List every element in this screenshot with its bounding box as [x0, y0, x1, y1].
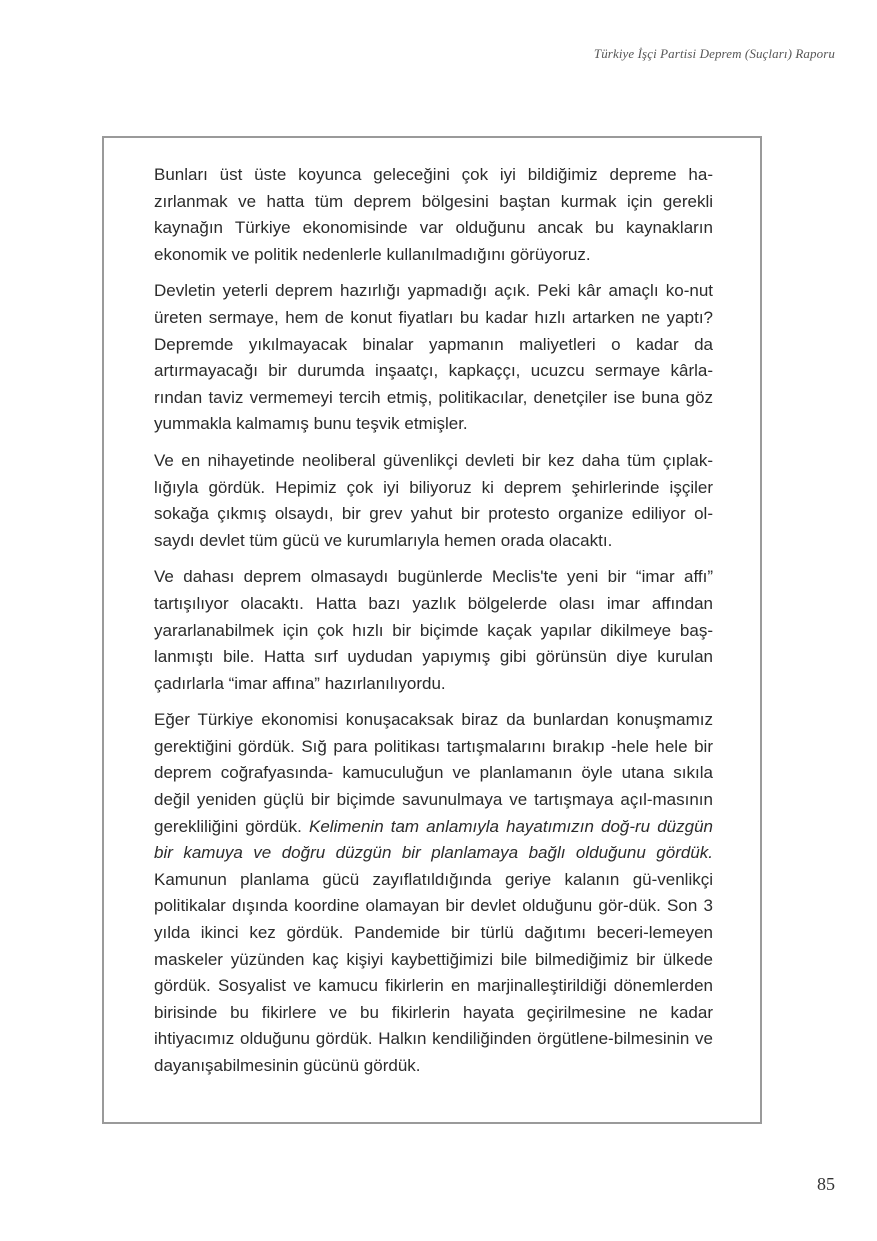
- boxed-text-section: [102, 136, 762, 1124]
- paragraph-5-text-after: Kamunun planlama gücü zayıflatıldığında geriye kalanın gü-venlikçi politikalar dışında koordine olamayan bir devlet olduğunu gör-dük. Son 3 yılda ikinci kez gördük. Pandemide bir türlü dağıtımı beceri-lemeyen maskeler yüzünden kaç kişiyi kaybettiğimizi bile bilmediğimiz bir ülkede gördük. Sosyalist ve kamucu fikirlerin en marjinalleştirildiği dönemlerden birisinde bu fikirlere ve bu fikirlerin hayata geçirilmesine ne kadar ihtiyacımız olduğunu gördük. Halkın kendiliğinden örgütlene-bilmesinin ve dayanışabilmesinin gücünü gördük.: [154, 869, 713, 1075]
- paragraph-5-text-before: Eğer Türkiye ekonomisi konuşacaksak biraz da bunlardan konuşmamız gerektiğini gördük. Sığ para politikası tartışmalarını bırakıp -hele hele bir deprem coğrafyasında- kamuculuğun ve planlamanın öyle utana sıkıla değil yeniden güçlü bir biçimde savunulmaya ve tartışmaya açıl-masının gerekliliğini gördük.: [154, 710, 713, 836]
- running-header-title: Türkiye İşçi Partisi Deprem (Suçları) Raporu: [593, 46, 835, 61]
- paragraph-5: [154, 707, 713, 1079]
- paragraph-3: Ve en nihayetinde neoliberal güvenlikçi devleti bir kez daha tüm çıplak-lığıyla gördük. Hepimiz çok iyi biliyoruz ki deprem şehirlerinde işçiler sokağa çıkmış olsaydı, bir grev yahut bir protesto organize ediliyor ol-saydı devlet tüm gücü ve kurumlarıyla hemen orada olacaktı.: [154, 450, 713, 550]
- paragraph-1: Bunları üst üste koyunca geleceğini çok iyi bildiğimiz depreme ha-zırlanmak ve hatta tüm deprem bölgesini baştan kurmak için gerekli kaynağın Türkiye ekonomisinde var olduğunu ancak bu kaynakların ekonomik ve politik nedenlerle kullanılmadığını görüyoruz.: [154, 165, 713, 264]
- page-number: 85: [817, 1174, 835, 1194]
- paragraph-2: Devletin yeterli deprem hazırlığı yapmadığı açık. Peki kâr amaçlı ko-nut üreten sermaye, hem de konut fiyatları bu kadar hızlı artarken ne yaptı? Depremde yıkılmayacak binalar yapmanın maliyetleri o kadar da artırmayacağı bir durumda inşaatçı, kapkaççı, ucuzcu sermaye kârla-rından taviz vermemeyi tercih etmiş, politikacılar, denetçiler ise buna göz yummakla kalmamış bunu teşvik etmişler.: [154, 281, 713, 434]
- paragraph-5-italic-emphasis: Kelimenin tam anlamıyla hayatımızın doğ-ru düzgün bir kamuya ve doğru düzgün bir planlamaya bağlı olduğunu gördük.: [154, 816, 713, 863]
- box-content: [154, 162, 713, 1090]
- paragraph-4: Ve dahası deprem olmasaydı bugünlerde Meclis'te yeni bir “imar affı” tartışılıyor olacaktı. Hatta bazı yazlık bölgelerde olası imar affından yararlanabilmek için çok hızlı bir biçimde kaçak yapılar dikilmeye baş-lanmıştı bile. Hatta sırf uydudan yapıymış gibi görünsün diye kurulan çadırlarla “imar affına” hazırlanılıyordu.: [154, 567, 713, 693]
